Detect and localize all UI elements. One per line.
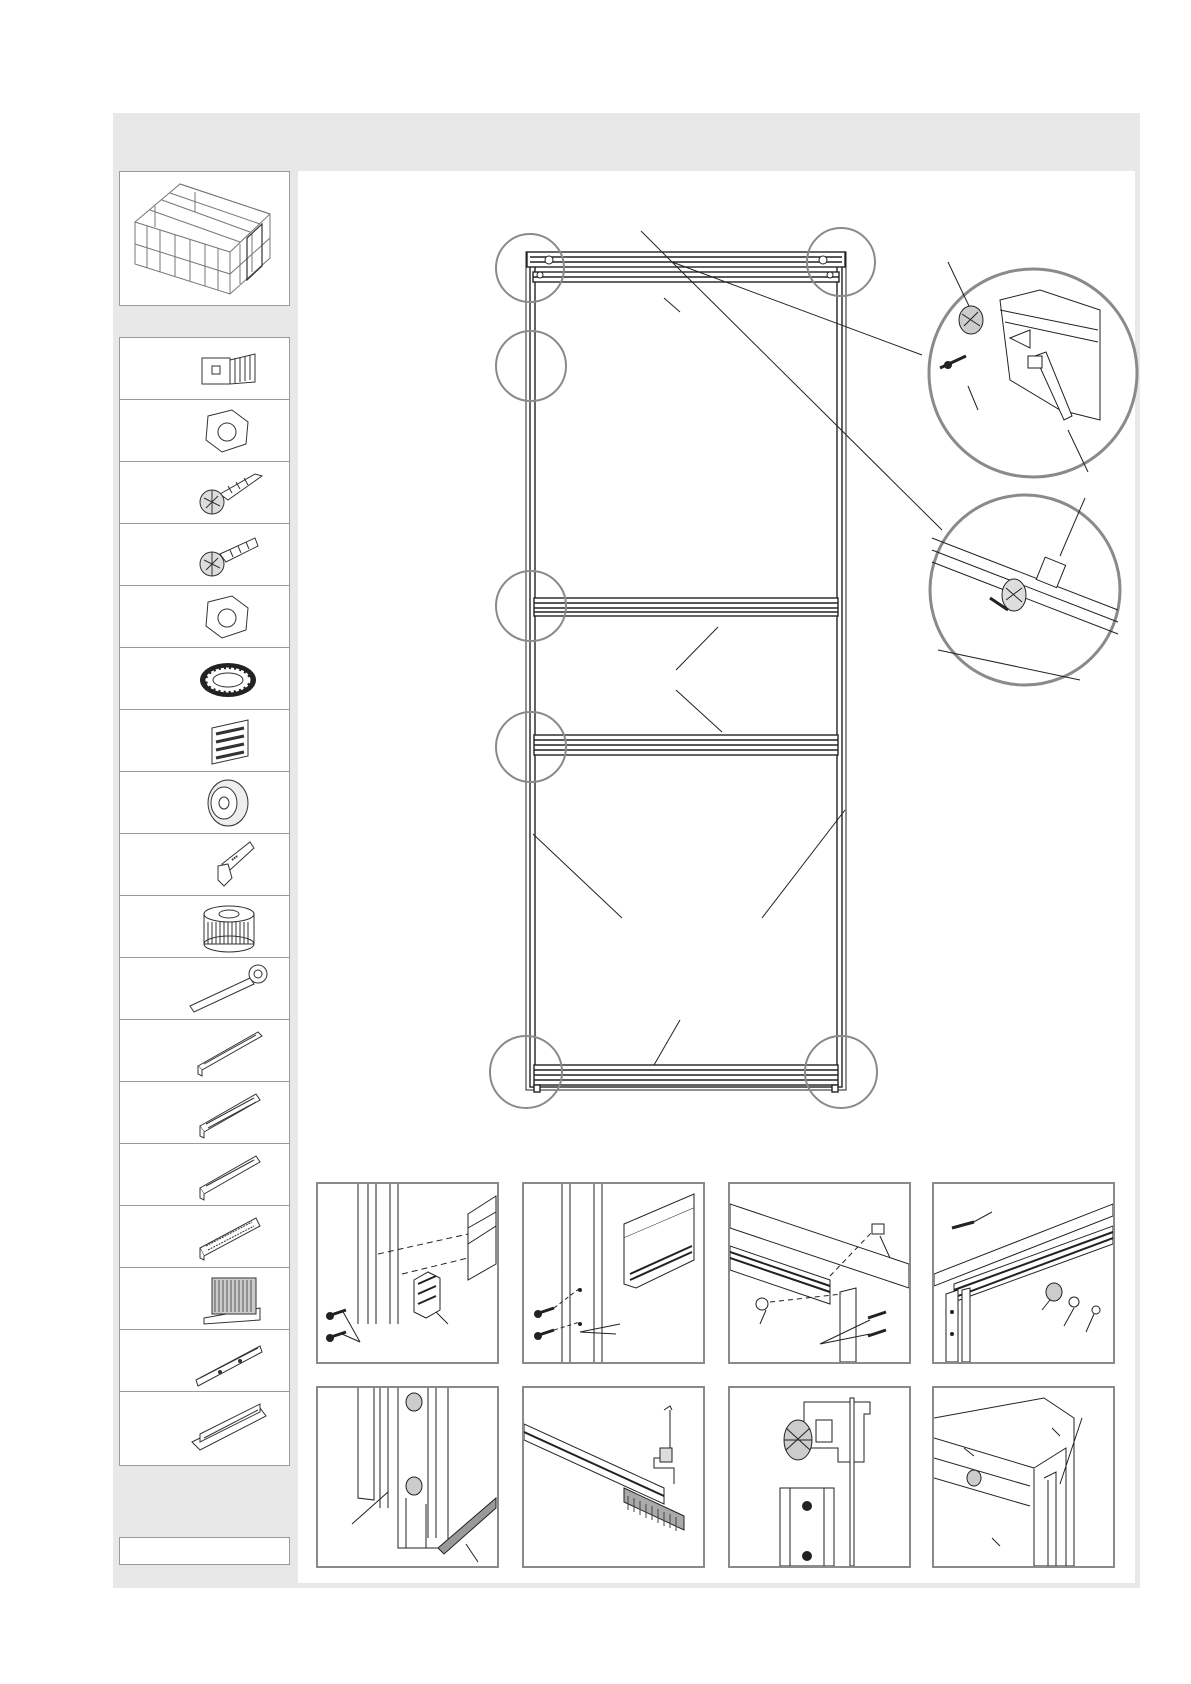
brush-strip-icon: [120, 1268, 289, 1330]
svg-text:▪▪▪: ▪▪▪: [229, 853, 241, 864]
brush-strip-detail-icon: [524, 1388, 703, 1566]
detail-profile-attach: [522, 1182, 705, 1364]
gutter-profile-icon: [120, 1392, 289, 1454]
rail-detail-magnifier: [930, 495, 1120, 685]
door-rail-icon: [120, 1330, 289, 1392]
footer-label-box: [119, 1537, 290, 1565]
detail-door-frame: [932, 1386, 1115, 1568]
detail-top-rail: [728, 1182, 911, 1364]
part-brush-profile: [120, 1206, 289, 1268]
wheel-track-detail-icon: [730, 1388, 909, 1566]
brush-profile-icon: [120, 1206, 289, 1268]
part-brush-strip: [120, 1268, 289, 1330]
detail-brush-strip: [522, 1386, 705, 1568]
part-profile-bar-3: [120, 1144, 289, 1206]
part-door-rail: [120, 1330, 289, 1392]
door-frame-detail-icon: [934, 1388, 1113, 1566]
profile-attach-detail-icon: [524, 1184, 703, 1362]
wheel-mount-detail-icon: [934, 1184, 1113, 1362]
detail-corner-joint: [316, 1182, 499, 1364]
detail-bottom-guide: [316, 1386, 499, 1568]
profile-bar-icon: [120, 1144, 289, 1206]
part-gutter-profile: [120, 1392, 289, 1454]
detail-wheel-track: [728, 1386, 911, 1568]
corner-joint-detail-icon: [318, 1184, 497, 1362]
top-rail-detail-icon: [730, 1184, 909, 1362]
wheel-detail-magnifier: [929, 262, 1137, 477]
detail-wheel-mount: [932, 1182, 1115, 1364]
bottom-guide-detail-icon: [318, 1388, 497, 1566]
